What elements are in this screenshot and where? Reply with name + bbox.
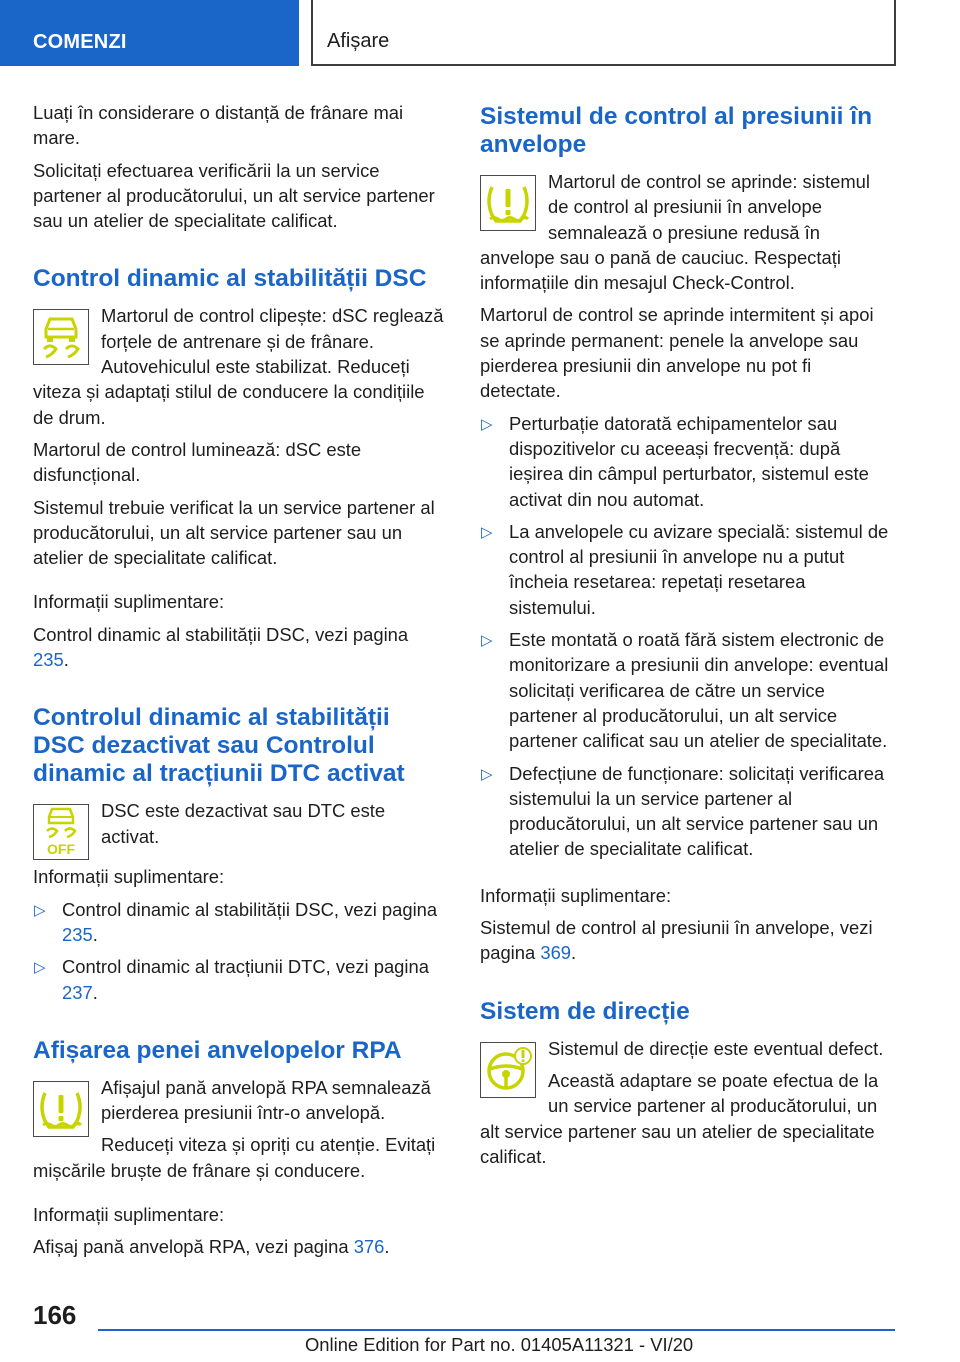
footer-divider [98, 1329, 895, 1331]
paragraph: Solicitați efectuarea verificării la un service partener al producătorului, un alt service partener sau un atelier de specialitate calificat. [33, 159, 435, 232]
triangle-bullet-icon: ▷ [481, 415, 493, 433]
reference-list [33, 897, 448, 1005]
left-column [33, 100, 448, 1267]
paragraph: Martorul de control se aprinde: sistemul de control al presiunii în anvelope semnalează o presiune redusă în anvelope sau o pană de cauciuc. Respectați informațiile din mesajul Check-Control. [480, 171, 870, 294]
paragraph: Luați în considerare o distanță de frânare mai mare. [33, 102, 404, 149]
list-item: ▷ Control dinamic al tracțiunii DTC, vezi pagina 237. [34, 956, 429, 1003]
dsc-off-icon [33, 804, 89, 860]
info-reference: Afișaj pană anvelopă RPA, vezi pagina 376. [33, 1236, 390, 1258]
rpa-indicator-block [33, 1075, 448, 1190]
page-link[interactable]: 235 [33, 649, 64, 671]
triangle-bullet-icon: ▷ [481, 632, 493, 650]
section-heading-rpa: Afișarea penei anvelopelor RPA [33, 1036, 402, 1064]
page-number: 166 [33, 1300, 77, 1330]
page-link[interactable]: 235 [62, 923, 93, 945]
steering-wheel-warning-icon [480, 1042, 536, 1098]
info-label: Informații suplimentare: [33, 1204, 225, 1226]
info-label: Informații suplimentare: [33, 866, 225, 888]
list-item: ▷ Control dinamic al stabilității DSC, vezi pagina 235. [34, 898, 438, 945]
paragraph: Reduceți viteza și opriți cu atenție. Evitați mișcările bruște de frânare și conducere. [33, 1134, 436, 1181]
triangle-bullet-icon: ▷ [481, 523, 493, 541]
page-link[interactable]: 237 [62, 981, 93, 1003]
list-item: ▷ Perturbație datorată echipamentelor sau dispozitivelor cu aceeași frecvență: după ieșirea din câmpul perturbator, sistemul este activat din nou automat. [481, 412, 869, 510]
section-title: Afișare [327, 30, 390, 52]
steering-indicator-block [480, 1036, 895, 1176]
paragraph: Martorul de control clipește: dSC reglează forțele de antrenare și de frânare. Autovehiculul este stabilizat. Reduceți viteza și adaptați stilul de conducere la condițiile de drum. [33, 305, 444, 428]
info-label: Informații suplimentare: [33, 591, 225, 613]
paragraph: Martorul de control luminează: dSC este disfuncțional. [33, 438, 362, 486]
dsc-off-indicator-block [33, 798, 448, 864]
page-link[interactable]: 369 [540, 942, 572, 964]
triangle-bullet-icon: ▷ [481, 765, 493, 783]
info-label: Informații suplimentare: [480, 884, 672, 906]
section-heading-tpms: Sistemul de control al presiunii în anvelope [480, 103, 873, 158]
chapter-label: COMENZI [33, 31, 127, 53]
page-link[interactable]: 376 [353, 1236, 385, 1258]
dsc-car-skid-icon [33, 309, 89, 365]
off-label: OFF [47, 841, 75, 858]
paragraph: Sistemul de direcție este eventual defect. [548, 1037, 884, 1059]
paragraph: Afișajul pană anvelopă RPA semnalează pierderea presiunii într-o anvelopă. [101, 1076, 431, 1124]
header-bar [311, 0, 896, 66]
section-heading-steering: Sistem de direcție [480, 997, 690, 1025]
list-item: ▷ La anvelopele cu avizare specială: sistemul de control al presiunii în anvelope nu a putut încheia resetarea: repetați resetarea sistemului. [481, 520, 889, 618]
right-column [480, 100, 895, 1176]
tire-pressure-warning-icon [33, 1081, 89, 1137]
paragraph: Martorul de control se aprinde intermitent și apoi se aprinde permanent: penele la anvelope sau pierderea presiunii din anvelope nu pot fi detectate. [480, 304, 874, 402]
footer-edition: Online Edition for Part no. 01405A11321 - VI/20 [305, 1334, 694, 1355]
tpms-indicator-block [480, 169, 895, 302]
list-item: ▷ Este montată o roată fără sistem electronic de monitorizare a presiunii din anvelope: eventual solicitați verificarea de către un service partener al producătorului, un alt service partener calificat sau un atelier de specialitate. [481, 629, 889, 752]
paragraph: Această adaptare se poate efectua de la un service partener al producătorului, un alt service partener sau un atelier de specialitate calificat. [480, 1069, 879, 1167]
triangle-bullet-icon: ▷ [34, 959, 46, 977]
section-heading-dsc: Control dinamic al stabilității DSC [33, 265, 427, 293]
paragraph: Sistemul trebuie verificat la un service partener al producătorului, un alt service partener sau un atelier de specialitate calificat. [33, 496, 435, 569]
paragraph: DSC este dezactivat sau DTC este activat. [101, 800, 386, 847]
chapter-tab[interactable] [0, 0, 299, 66]
info-reference: Sistemul de control al presiunii în anvelope, vezi pagina 369. [480, 917, 873, 964]
list-item: ▷ Defecțiune de funcționare: solicitați verificarea sistemului la un service partener al producătorului, un alt service partener sau un atelier de specialitate calificat. [481, 762, 885, 860]
section-heading-dsc-off: Controlul dinamic al stabilității DSC dezactivat sau Controlul dinamic al tracțiunii DTC activat [33, 704, 405, 788]
triangle-bullet-icon: ▷ [34, 901, 46, 919]
dsc-indicator-block [33, 303, 448, 436]
tire-pressure-warning-icon [480, 175, 536, 231]
info-reference: Control dinamic al stabilității DSC, vezi pagina 235. [33, 623, 409, 671]
cause-list [480, 411, 895, 862]
